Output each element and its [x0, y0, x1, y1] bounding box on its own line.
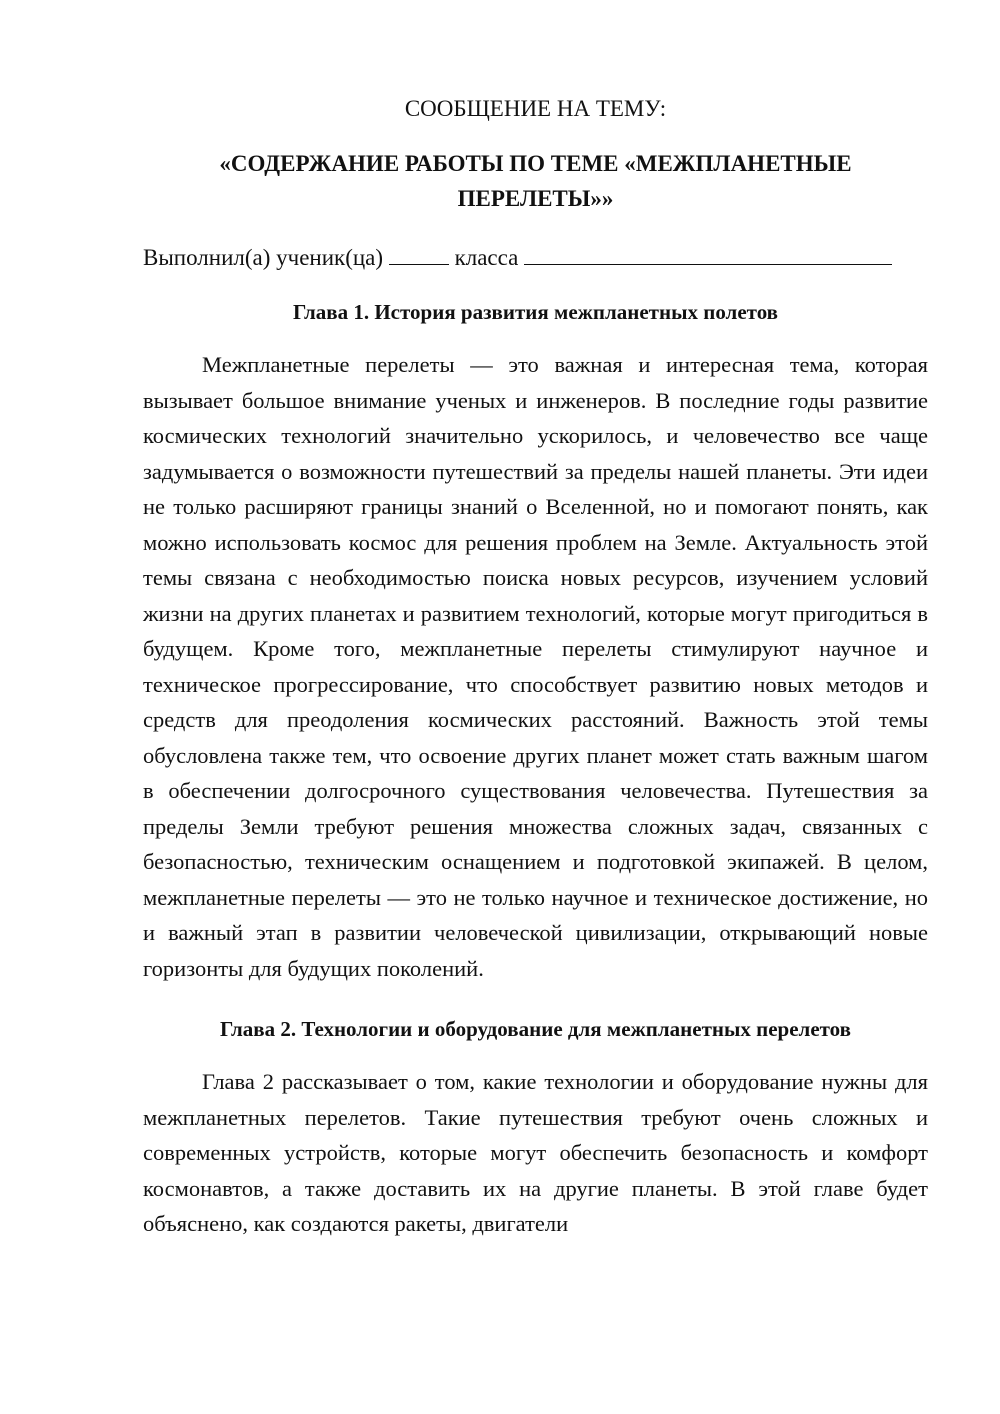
chapter-2-paragraph: Глава 2 рассказывает о том, какие технологии и оборудование нужны для межпланетных перелетов. Такие путешествия требуют очень сложных и современных устройств, которые могут обеспечить безопасность и комфорт космонавтов, а также доставить их на другие планеты. В этой главе будет объяснено, как создаются ракеты, двигатели	[143, 1069, 928, 1236]
author-prefix: Выполнил(а) ученик(ца)	[143, 245, 384, 270]
name-blank	[524, 242, 892, 265]
chapter-1-paragraph: Межпланетные перелеты — это важная и интересная тема, которая вызывает большое внимание ученых и инженеров. В последние годы развитие космических технологий значительно ускорилось, и человечество все чаще задумывается о возможности путешествий за пределы нашей планеты. Эти идеи не только расширяют границы знаний о Вселенной, но и помогают понять, как можно использовать космос для решения проблем на Земле. Актуальность этой темы связана с необходимостью поиска новых ресурсов, изучением условий жизни на других планетах и развитием технологий, которые могут пригодиться в будущем. Кроме того, межпланетные перелеты стимулируют научное и техническое прогрессирование, что способствует развитию новых методов и средств для преодоления космических расстояний. Важность этой темы обусловлена также тем, что освоение других планет может стать важным шагом в обеспечении долгосрочного существования человечества. Путешествия за пределы Земли требуют решения множества сложных задач, связанных с безопасностью, техническим оснащением и подготовкой экипажей. В целом, межпланетные перелеты — это не только научное и техническое достижение, но и важный этап в развитии человеческой цивилизации, открывающий новые горизонты для будущих поколений.	[143, 352, 928, 981]
author-middle: класса	[454, 245, 519, 270]
chapter-2-heading: Глава 2. Технологии и оборудование для межпланетных перелетов	[219, 1017, 852, 1041]
document-header: СООБЩЕНИЕ НА ТЕМУ:	[404, 96, 667, 121]
document-title: «СОДЕРЖАНИЕ РАБОТЫ ПО ТЕМЕ «МЕЖПЛАНЕТНЫЕ ПЕРЕЛЕТЫ»»	[219, 151, 852, 211]
author-line	[143, 241, 928, 275]
chapter-1-heading: Глава 1. История развития межпланетных полетов	[292, 300, 779, 324]
grade-blank	[389, 242, 449, 265]
